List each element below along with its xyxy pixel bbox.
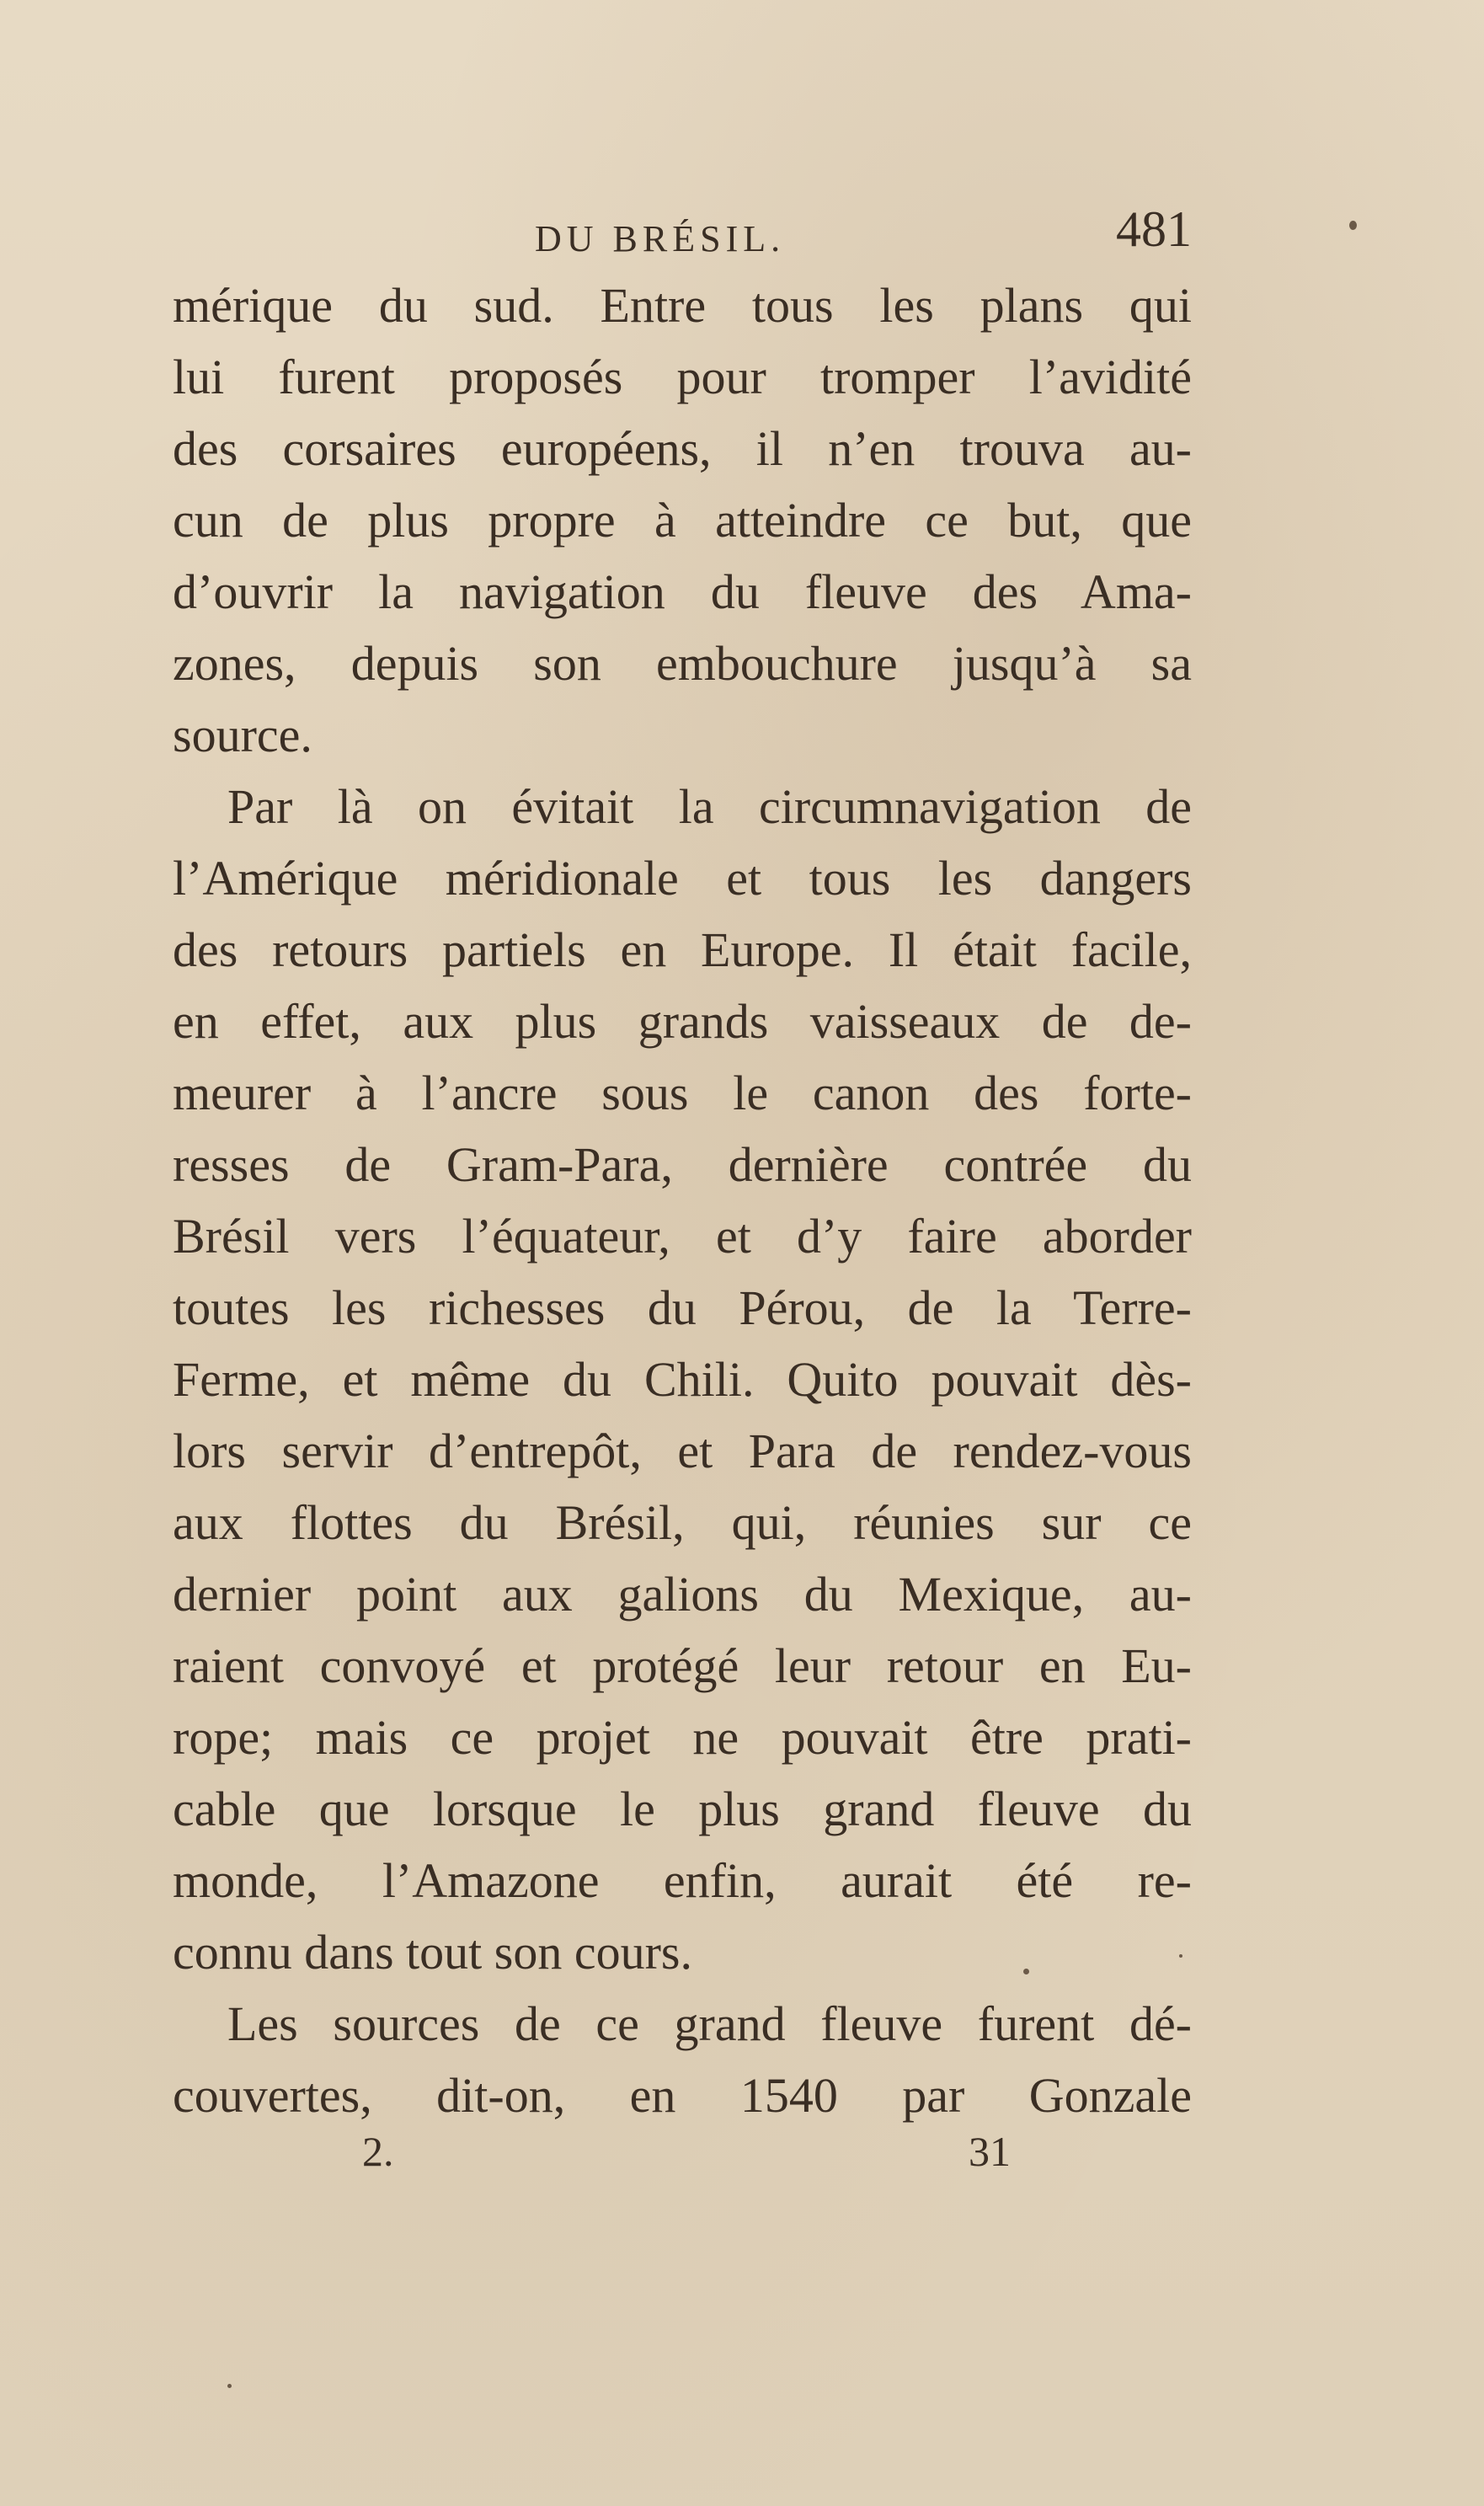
page-footer	[173, 2127, 1192, 2186]
paper-speck	[1023, 1969, 1029, 1974]
text-line: zones, depuis son embouchure jusqu’à sa	[173, 636, 1192, 691]
page-header	[173, 200, 1192, 268]
text-line: couvertes, dit-on, en 1540 par Gonzale	[173, 2068, 1192, 2123]
text-line: Ferme, et même du Chili. Quito pouvait dès-	[173, 1352, 1192, 1407]
text-line: resses de Gram-Para, dernière contrée du	[173, 1137, 1192, 1192]
text-line: en effet, aux plus grands vaisseaux de de-	[173, 994, 1192, 1049]
text-line: d’ouvrir la navigation du fleuve des Ama-	[173, 564, 1192, 619]
page-number: 481	[1116, 201, 1192, 257]
signature-mark: 2.	[362, 2128, 394, 2175]
running-title: DU BRÉSIL.	[535, 218, 786, 259]
text-line: connu dans tout son cours.	[173, 1925, 692, 1980]
text-line: rope; mais ce projet ne pouvait être prati-	[173, 1710, 1192, 1765]
text-line: raient convoyé et protégé leur retour en Eu-	[173, 1638, 1192, 1693]
text-line: Les sources de ce grand fleuve furent dé-	[227, 1996, 1192, 2051]
text-line: cable que lorsque le plus grand fleuve du	[173, 1782, 1192, 1836]
text-line: l’Amérique méridionale et tous les dangers	[173, 851, 1192, 906]
text-line: Par là on évitait la circumnavigation de	[227, 779, 1192, 834]
text-line: lui furent proposés pour tromper l’avidité	[173, 350, 1192, 404]
paper-speck	[1349, 221, 1357, 230]
text-line: des retours partiels en Europe. Il était facile,	[173, 922, 1192, 977]
body-text	[173, 270, 1192, 2131]
text-line: mérique du sud. Entre tous les plans qui	[173, 278, 1192, 333]
text-line: cun de plus propre à atteindre ce but, que	[173, 493, 1192, 548]
text-line: monde, l’Amazone enfin, aurait été re-	[173, 1853, 1192, 1908]
text-line: aux flottes du Brésil, qui, réunies sur ce	[173, 1495, 1192, 1550]
sheet-number: 31	[969, 2128, 1011, 2175]
paper-speck	[1179, 1954, 1182, 1958]
text-line: toutes les richesses du Pérou, de la Terre-	[173, 1280, 1192, 1335]
text-line: Brésil vers l’équateur, et d’y faire aborder	[173, 1209, 1192, 1264]
text-line: meurer à l’ancre sous le canon des forte-	[173, 1066, 1192, 1120]
text-line: dernier point aux galions du Mexique, au-	[173, 1567, 1192, 1622]
text-line: source.	[173, 708, 312, 762]
text-line: des corsaires européens, il n’en trouva au-	[173, 421, 1192, 476]
text-line: lors servir d’entrepôt, et Para de rendez-vous	[173, 1424, 1192, 1478]
paper-speck	[227, 2384, 232, 2388]
